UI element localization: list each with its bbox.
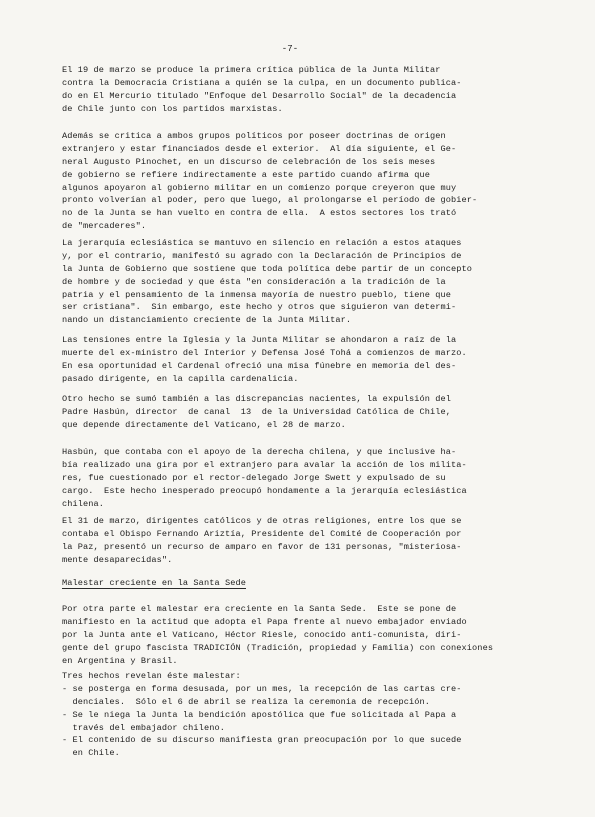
text-line: manifiesto en la actitud que adopta el Papa frente al nuevo embajador enviado bbox=[62, 616, 467, 627]
paragraph-3 bbox=[62, 237, 562, 327]
text-line: y, por el contrario, manifestó su agrado con la Declaración de Principios de bbox=[62, 250, 462, 261]
text-line: en Chile. bbox=[62, 748, 120, 759]
text-line: Tres hechos revelan éste malestar: bbox=[62, 671, 241, 681]
text-line: Las tensiones entre la Iglesia y la Junta Militar se ahondaron a raíz de la bbox=[62, 335, 457, 345]
text-line: extranjero y estar financiados desde el exterior. Al día siguiente, el Ge- bbox=[62, 143, 457, 154]
page-number: -7- bbox=[281, 44, 299, 54]
text-line: pronto volverían al poder, pero que luego, al prolongarse el período de gobier- bbox=[62, 195, 478, 206]
text-line: Hasbún, que contaba con el apoyo de la derecha chilena, y que inclusive ha- bbox=[62, 447, 457, 457]
text-line: en Argentina y Brasil. bbox=[62, 655, 178, 666]
text-line: bía realizado una gira por el extranjero para avalar la acción de los milita- bbox=[62, 459, 467, 470]
list-item: - se posterga en forma desusada, por un mes, la recepción de las cartas cre- bbox=[62, 683, 462, 694]
paragraph-6 bbox=[62, 446, 562, 510]
text-line: El 19 de marzo se produce la primera crítica pública de la Junta Militar bbox=[62, 65, 441, 75]
text-line: En esa oportunidad el Cardenal ofreció una misa fúnebre en memoria del des- bbox=[62, 360, 457, 371]
text-line: pasado dirigente, en la capilla cardenalicia. bbox=[62, 373, 299, 384]
paragraph-8 bbox=[62, 603, 562, 667]
text-line: la Paz, presentó un recurso de amparo en favor de 131 personas, "misteriosa- bbox=[62, 541, 462, 552]
paragraph-7 bbox=[62, 515, 562, 567]
text-line: El 31 de marzo, dirigentes católicos y de otras religiones, entre los que se bbox=[62, 516, 462, 526]
text-line: denciales. Sólo el 6 de abril se realiza la ceremonia de recepción. bbox=[62, 696, 430, 707]
list-item: - El contenido de su discurso manifiesta gran preocupación por lo que sucede bbox=[62, 735, 462, 746]
paragraph-5 bbox=[62, 393, 562, 432]
text-line: res, fue cuestionado por el rector-delegado Jorge Swett y expulsado de su bbox=[62, 472, 446, 483]
text-line: do en El Mercurio titulado "Enfoque del Desarrollo Social" de la decadencia bbox=[62, 90, 457, 101]
text-line: de gobierno se refiere indirectamente a este partido cuando afirma que bbox=[62, 169, 430, 180]
text-line: de hombre y de sociedad y que ésta "en consideración a la tradición de la bbox=[62, 276, 446, 287]
text-line: de Chile junto con los partidos marxistas. bbox=[62, 103, 283, 114]
text-line: mente desaparecidas". bbox=[62, 554, 173, 565]
text-line: por la Junta ante el Vaticano, Héctor Riesle, conocido anti-comunista, diri- bbox=[62, 629, 462, 640]
text-line: de "mercaderes". bbox=[62, 221, 147, 232]
text-line: través del embajador chileno. bbox=[62, 722, 225, 733]
text-line: chilena. bbox=[62, 498, 105, 509]
text-line: Otro hecho se sumó también a las discrepancias nacientes, la expulsión del bbox=[62, 394, 452, 404]
text-line: muerte del ex-ministro del Interior y Defensa José Tohá a comienzos de marzo. bbox=[62, 347, 467, 358]
text-line: algunos apoyaron al gobierno militar en un comienzo porque creyeron que muy bbox=[62, 182, 457, 193]
paragraph-9 bbox=[62, 670, 562, 760]
section-heading bbox=[62, 577, 562, 590]
text-line: Por otra parte el malestar era creciente en la Santa Sede. Este se pone de bbox=[62, 604, 457, 614]
text-line: Además se critica a ambos grupos políticos por poseer doctrinas de origen bbox=[62, 131, 446, 141]
text-line: neral Augusto Pinochet, en un discurso de celebración de los seis meses bbox=[62, 156, 436, 167]
text-line: contra la Democracia Cristiana a quién se la culpa, en un documento publica- bbox=[62, 77, 462, 88]
paragraph-2 bbox=[62, 130, 562, 233]
text-line: nando un distanciamiento creciente de la Junta Militar. bbox=[62, 315, 352, 326]
text-line: no de la Junta se han vuelto en contra de ella. A estos sectores los trató bbox=[62, 208, 457, 219]
text-line: patria y el pensamiento de la inmensa mayoría de nuestro pueblo, tiene que bbox=[62, 289, 452, 300]
text-line: cargo. Este hecho inesperado preocupó hondamente a la jerarquía eclesiástica bbox=[62, 485, 467, 496]
list-item: - Se le niega la Junta la bendición apostólica que fue solicitada al Papa a bbox=[62, 709, 457, 720]
text-line: la Junta de Gobierno que sostiene que toda política debe partir de un concepto bbox=[62, 263, 473, 274]
section-heading-text: Malestar creciente en la Santa Sede bbox=[62, 578, 246, 588]
text-line: gente del grupo fascista TRADICIÓN (Tradición, propiedad y Familia) con conexiones bbox=[62, 642, 494, 653]
text-line: Padre Hasbún, director de canal 13 de la Universidad Católica de Chile, bbox=[62, 406, 452, 417]
text-line: ser cristiana". Sin embargo, este hecho y otros que siguieron van determi- bbox=[62, 302, 457, 313]
paragraph-1 bbox=[62, 64, 562, 116]
text-line: que depende directamente del Vaticano, el 28 de marzo. bbox=[62, 419, 346, 430]
paragraph-4 bbox=[62, 334, 562, 386]
text-line: La jerarquía eclesiástica se mantuvo en silencio en relación a estos ataques bbox=[62, 238, 462, 248]
text-line: contaba el Obispo Fernando Ariztía, Presidente del Comité de Cooperación por bbox=[62, 528, 462, 539]
